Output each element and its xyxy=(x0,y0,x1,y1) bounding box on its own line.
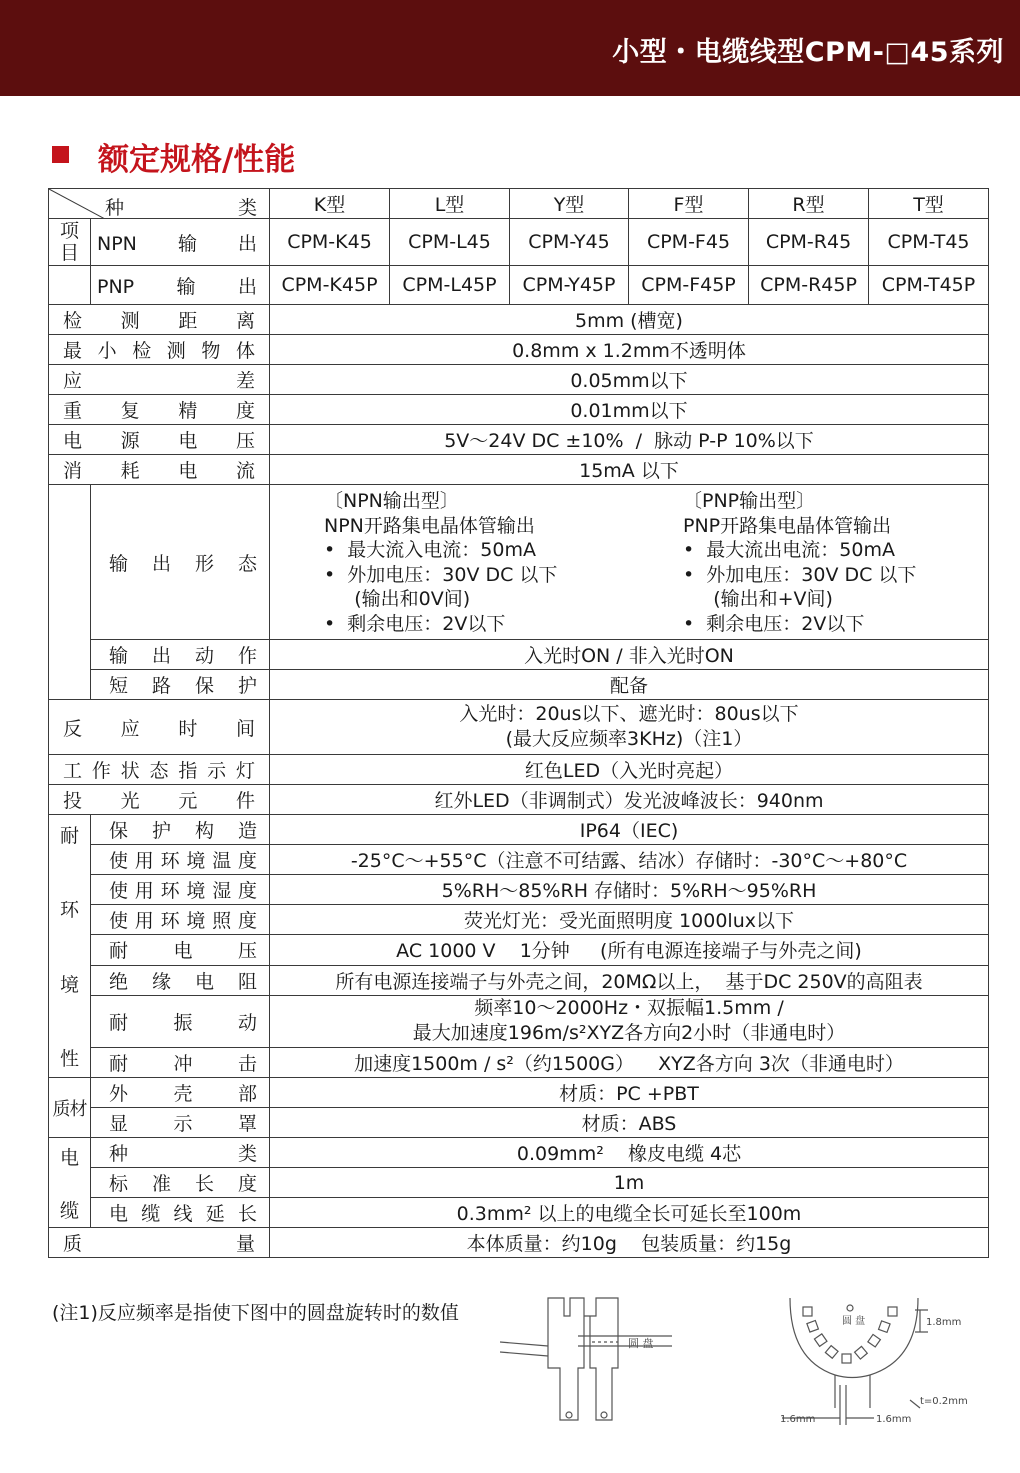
pnp-line: • 剩余电压：2V以下 xyxy=(683,612,865,635)
row-value: 0.8mm x 1.2mm不透明体 xyxy=(270,335,989,365)
vibration-line: 频率10～2000Hz・双振幅1.5mm / xyxy=(474,997,784,1020)
row-label: 耐冲击 xyxy=(91,1047,270,1077)
row-value: AC 1000 V 1分钟 (所有电源连接端子与外壳之间) xyxy=(270,935,989,965)
model-cell: CPM-Y45P xyxy=(510,266,629,305)
footnote: (注1)反应频率是指使下图中的圆盘旋转时的数值 xyxy=(52,1302,459,1324)
row-value: 加速度1500m / s²（约1500G） XYZ各方向 3次（非通电时） xyxy=(270,1047,989,1077)
sensor-diagram xyxy=(500,1290,700,1430)
row-label: 短路保护 xyxy=(91,670,270,700)
dim-left-label: 1.6mm xyxy=(780,1414,816,1425)
empty-cell xyxy=(49,266,91,305)
row-label: 标准长度 xyxy=(91,1168,270,1198)
row-value: 0.01mm以下 xyxy=(270,395,989,425)
row-value: 红外LED（非调制式）发光波峰波长：940nm xyxy=(270,785,989,815)
npn-line: • 外加电压：30V DC 以下 xyxy=(324,563,558,586)
table-row xyxy=(49,755,989,785)
output-group-cell xyxy=(49,485,91,700)
row-value: 本体质量：约10g 包装质量：约15g xyxy=(270,1228,989,1258)
table-row-types xyxy=(49,189,989,219)
npn-line: • 剩余电压：2V以下 xyxy=(324,612,506,635)
table-row xyxy=(49,1108,989,1138)
row-label: 使用环境湿度 xyxy=(91,875,270,905)
disc-bottom xyxy=(835,1375,870,1378)
table-row xyxy=(49,995,989,1047)
row-label: 绝缘电阻 xyxy=(91,965,270,995)
npn-label: NPN输出 xyxy=(91,219,270,266)
model-cell: CPM-L45 xyxy=(390,219,510,266)
row-value: 材质：ABS xyxy=(270,1108,989,1138)
slot-mark xyxy=(814,1334,827,1347)
row-value xyxy=(270,700,989,755)
section-title: 额定规格/性能 xyxy=(98,142,296,178)
table-row xyxy=(49,1047,989,1077)
row-label: 检测距离 xyxy=(49,305,270,335)
row-label: 最小检测物体 xyxy=(49,335,270,365)
table-row xyxy=(49,1198,989,1228)
row-label: 电缆线延长 xyxy=(91,1198,270,1228)
table-row xyxy=(49,845,989,875)
row-label: 种类 xyxy=(91,1138,270,1168)
row-label: 使用环境照度 xyxy=(91,905,270,935)
row-value: 入光时ON / 非入光时ON xyxy=(270,640,989,670)
row-value: IP64（IEC) xyxy=(270,815,989,845)
slot-mark xyxy=(868,1334,881,1347)
table-row xyxy=(49,815,989,845)
cable-group-label xyxy=(49,1139,90,1227)
row-label: 保护构造 xyxy=(91,815,270,845)
header-title: 小型・电缆线型CPM-□45系列 xyxy=(612,37,1004,68)
row-value: 5V～24V DC ±10% / 脉动 P-P 10%以下 xyxy=(270,425,989,455)
model-cell: CPM-K45 xyxy=(270,219,390,266)
mount-hole xyxy=(601,1412,607,1418)
disc-label-2: 圆 盘 xyxy=(842,1316,866,1327)
table-row xyxy=(49,455,989,485)
row-label: 应差 xyxy=(49,365,270,395)
row-label: 输出动作 xyxy=(91,640,270,670)
row-label: 重复精度 xyxy=(49,395,270,425)
table-row xyxy=(49,1228,989,1258)
table-row xyxy=(49,640,989,670)
row-label: 工作状态指示灯 xyxy=(49,755,270,785)
model-cell: CPM-Y45 xyxy=(510,219,629,266)
kind-header-cell xyxy=(49,189,270,219)
slot-mark xyxy=(879,1321,891,1333)
table-row xyxy=(49,875,989,905)
row-value: 0.05mm以下 xyxy=(270,365,989,395)
row-label: 显示罩 xyxy=(91,1108,270,1138)
row-value: 配备 xyxy=(270,670,989,700)
row-value xyxy=(270,995,989,1047)
center-hole xyxy=(847,1305,853,1311)
row-value: 红色LED（入光时亮起） xyxy=(270,755,989,785)
row-value: 1m xyxy=(270,1168,989,1198)
disc-edge xyxy=(578,1336,672,1346)
row-label: 质量 xyxy=(49,1228,270,1258)
dim-right-label: 1.6mm xyxy=(876,1414,912,1425)
row-label: 耐电压 xyxy=(91,935,270,965)
slot-mark xyxy=(888,1307,897,1316)
pnp-line: • 最大流出电流：50mA xyxy=(683,539,895,561)
model-cell: CPM-T45 xyxy=(869,219,989,266)
bullet-square-icon xyxy=(52,146,69,163)
slot-mark xyxy=(825,1346,838,1359)
row-value: -25°C～+55°C（注意不可结露、结冰）存储时：-30°C～+80°C xyxy=(270,845,989,875)
type-cell: T型 xyxy=(869,189,989,219)
npn-output-col xyxy=(324,489,557,636)
slot-mark xyxy=(842,1354,851,1363)
table-row xyxy=(49,670,989,700)
pnp-line: (输出和+V间) xyxy=(683,588,833,610)
pnp-line: PNP开路集电晶体管输出 xyxy=(683,514,892,537)
row-label: 电源电压 xyxy=(49,425,270,455)
dim-leader-t xyxy=(910,1400,920,1408)
spec-table xyxy=(48,188,989,1258)
table-row xyxy=(49,785,989,815)
pnp-line: 〔PNP输出型〕 xyxy=(683,490,816,512)
npn-line: NPN开路集电晶体管输出 xyxy=(324,514,535,537)
item-label: 项目 xyxy=(59,220,79,264)
mount-hole xyxy=(566,1412,572,1418)
slot-mark xyxy=(855,1346,868,1359)
table-row xyxy=(49,965,989,995)
row-label: 消耗电流 xyxy=(49,455,270,485)
response-line: 入光时：20us以下、遮光时：80us以下 xyxy=(459,703,799,725)
model-cell: CPM-T45P xyxy=(869,266,989,305)
table-row xyxy=(49,1078,989,1108)
cable-group-cell xyxy=(49,1138,91,1228)
row-value: 所有电源连接端子与外壳之间，20MΩ以上， 基于DC 250V的高阻表 xyxy=(270,965,989,995)
sensor-outline xyxy=(548,1298,618,1420)
kind-label: 种类 xyxy=(105,197,257,219)
table-row xyxy=(49,335,989,365)
table-row xyxy=(49,1138,989,1168)
row-label: 耐振动 xyxy=(91,995,270,1047)
item-label-cell xyxy=(49,219,91,266)
model-cell: CPM-L45P xyxy=(390,266,510,305)
table-row xyxy=(49,305,989,335)
npn-line: (输出和0V间) xyxy=(324,588,471,610)
table-row xyxy=(49,1168,989,1198)
slot-mark xyxy=(803,1307,812,1316)
header-bar xyxy=(0,0,1020,96)
row-value: 15mA 以下 xyxy=(270,455,989,485)
env-group-label xyxy=(49,815,90,1077)
dim-1-8-label: 1.8mm xyxy=(926,1317,962,1328)
type-cell: Y型 xyxy=(510,189,629,219)
npn-line: • 最大流入电流：50mA xyxy=(324,539,536,561)
model-cell: CPM-K45P xyxy=(270,266,390,305)
pnp-output-col xyxy=(683,489,916,636)
row-value: 材质：PC +PBT xyxy=(270,1078,989,1108)
env-char: 耐 xyxy=(59,825,79,847)
env-char: 境 xyxy=(59,973,79,996)
row-label: 外壳部 xyxy=(91,1078,270,1108)
response-line: (最大反应频率3KHz)（注1） xyxy=(505,728,753,750)
output-label: 输出形态 xyxy=(91,485,270,640)
table-row xyxy=(49,425,989,455)
type-cell: L型 xyxy=(390,189,510,219)
row-value: 荧光灯光：受光面照明度 1000lux以下 xyxy=(270,905,989,935)
model-cell: CPM-R45 xyxy=(749,219,869,266)
disc-diagram xyxy=(770,1290,990,1430)
table-row-pnp xyxy=(49,266,989,305)
pnp-label: PNP输出 xyxy=(91,266,270,305)
disc-label: 圆 盘 xyxy=(628,1337,654,1350)
row-label: 投光元件 xyxy=(49,785,270,815)
row-value: 0.09mm² 橡皮电缆 4芯 xyxy=(270,1138,989,1168)
model-cell: CPM-F45 xyxy=(629,219,749,266)
env-group-cell xyxy=(49,815,91,1078)
table-row xyxy=(49,700,989,755)
row-label: 使用环境温度 xyxy=(91,845,270,875)
table-row xyxy=(49,905,989,935)
output-value-cell xyxy=(270,485,989,640)
row-value: 5mm (槽宽) xyxy=(270,305,989,335)
type-cell: F型 xyxy=(629,189,749,219)
type-cell: R型 xyxy=(749,189,869,219)
vibration-line: 最大加速度196m/s²XYZ各方向2小时（非通电时） xyxy=(412,1022,846,1045)
type-cell: K型 xyxy=(270,189,390,219)
disc-arc xyxy=(790,1298,918,1408)
table-row xyxy=(49,365,989,395)
model-cell: CPM-R45P xyxy=(749,266,869,305)
table-row-output xyxy=(49,485,989,640)
cable-char: 缆 xyxy=(59,1199,79,1222)
row-value: 5%RH～85%RH 存储时：5%RH～95%RH xyxy=(270,875,989,905)
table-row-npn xyxy=(49,219,989,266)
npn-line: 〔NPN输出型〕 xyxy=(324,490,459,512)
row-label: 反应时间 xyxy=(49,700,270,755)
env-char: 性 xyxy=(59,1047,79,1070)
table-row xyxy=(49,395,989,425)
dim-t-label: t=0.2mm xyxy=(920,1396,968,1407)
row-value: 0.3mm² 以上的电缆全长可延长至100m xyxy=(270,1198,989,1228)
pnp-line: • 外加电压：30V DC 以下 xyxy=(683,563,917,586)
table-row xyxy=(49,935,989,965)
cable-outline xyxy=(500,1342,548,1356)
cable-char: 电 xyxy=(59,1146,79,1169)
model-cell: CPM-F45P xyxy=(629,266,749,305)
env-char: 环 xyxy=(59,899,79,922)
slot-mark xyxy=(807,1321,819,1333)
material-group-label: 质材 xyxy=(49,1078,91,1138)
